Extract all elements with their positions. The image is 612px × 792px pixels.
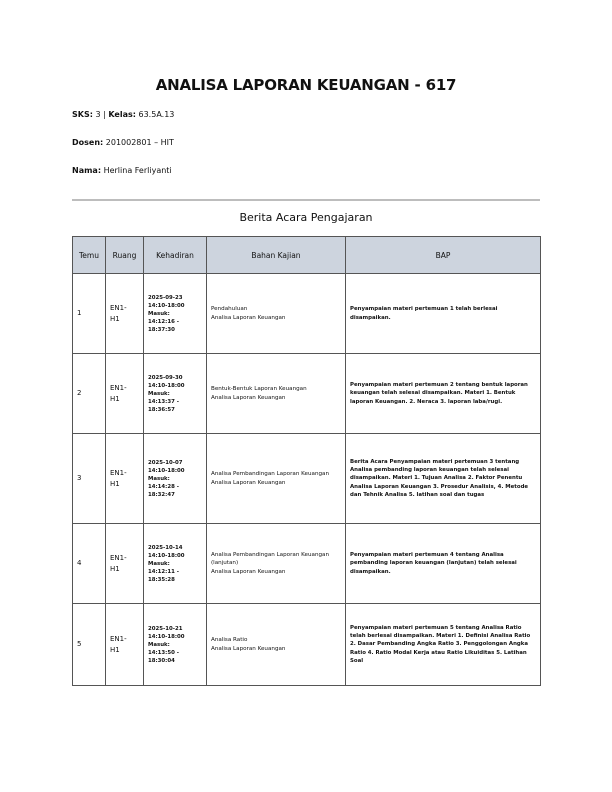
cell-ruang (106, 524, 144, 604)
cell-bahan-kajian (207, 524, 346, 604)
ruang-text: H1 (110, 479, 120, 488)
kelas-value: 63.5A.13 (138, 110, 175, 119)
ruang-text: EN1- (110, 383, 127, 392)
table-row (73, 604, 541, 686)
cell-kehadiran (144, 354, 207, 434)
ruang-text: H1 (110, 394, 120, 403)
ruang-text: H1 (110, 564, 120, 573)
table-row (73, 274, 541, 354)
cell-bahan-kajian (207, 434, 346, 524)
separator: | (103, 110, 106, 119)
kehadiran-text: 2025-09-23 (148, 294, 183, 301)
nama-label: Nama: (72, 166, 102, 175)
col-temu: Temu (73, 237, 106, 274)
sks-label: SKS: (72, 110, 93, 119)
kehadiran-text: 18:36:57 (148, 406, 175, 413)
table-row (73, 434, 541, 524)
bahan-kajian-text: Pendahuluan (211, 306, 248, 313)
cell-ruang (106, 434, 144, 524)
bahan-kajian-text: Analisa Ratio (211, 637, 248, 644)
kehadiran-text: 18:32:47 (148, 491, 175, 498)
cell-temu: 5 (73, 604, 106, 686)
bahan-kajian-text: Analisa Laporan Keuangan (211, 479, 286, 486)
dosen-value: 201002801 – HIT (105, 138, 174, 147)
cell-temu: 4 (73, 524, 106, 604)
cell-bahan-kajian (207, 604, 346, 686)
bahan-kajian-text: Analisa Laporan Keuangan (211, 645, 286, 652)
table-row (73, 354, 541, 434)
kehadiran-text: Masuk: (148, 390, 170, 397)
ruang-text: EN1- (110, 634, 127, 643)
bahan-kajian-text: Analisa Laporan Keuangan (211, 394, 286, 401)
nama-line (72, 166, 172, 175)
kehadiran-text: 18:30:04 (148, 657, 175, 664)
cell-temu: 3 (73, 434, 106, 524)
bahan-kajian-text: Bentuk-Bentuk Laporan Keuangan (211, 386, 307, 393)
table-row (73, 524, 541, 604)
kehadiran-text: 14:10-18:00 (148, 382, 185, 389)
cell-bap: Penyampaian materi pertemuan 5 tentang Analisa Ratio telah berlesai disampaikan. Materi 1. Definisi Analisa Ratio 2. Dasar Pembanding Angka Ratio 3. Penggolongan Angka Ratio 4. Ratio Modal Kerja atau Ratio Likuiditas 5. Latihan Soal (346, 604, 541, 686)
kehadiran-text: 14:13:50 - (148, 649, 179, 656)
cell-bahan-kajian (207, 274, 346, 354)
kehadiran-text: 14:10-18:00 (148, 633, 185, 640)
cell-bap: Penyampaian materi pertemuan 2 tentang bentuk laporan keuangan telah selesai disampaikan. Materi 1. Bentuk laporan Keuangan. 2. Neraca 3. laporan laba/rugi. (346, 354, 541, 434)
cell-kehadiran (144, 524, 207, 604)
kehadiran-text: 14:12:11 - (148, 568, 179, 575)
cell-temu: 2 (73, 354, 106, 434)
cell-kehadiran (144, 434, 207, 524)
kehadiran-text: 2025-10-07 (148, 459, 183, 466)
kehadiran-text: Masuk: (148, 560, 170, 567)
kelas-label: Kelas: (108, 110, 136, 119)
kehadiran-text: 18:35:28 (148, 576, 175, 583)
cell-ruang (106, 354, 144, 434)
kehadiran-text: 14:14:28 - (148, 483, 179, 490)
col-ruang: Ruang (106, 237, 144, 274)
col-bahan-kajian: Bahan Kajian (207, 237, 346, 274)
cell-bap: Penyampaian materi pertemuan 4 tentang Analisa pembanding laporan keuangan (lanjutan) telah selesai disampaikan. (346, 524, 541, 604)
dosen-line (72, 138, 174, 147)
kehadiran-text: 2025-09-30 (148, 374, 183, 381)
sks-value: 3 (95, 110, 101, 119)
kehadiran-text: Masuk: (148, 475, 170, 482)
bahan-kajian-text: Analisa Laporan Keuangan (211, 568, 286, 575)
divider (72, 199, 540, 201)
col-kehadiran: Kehadiran (144, 237, 207, 274)
kehadiran-text: Masuk: (148, 641, 170, 648)
nama-value: Herlina Ferliyanti (103, 166, 172, 175)
col-bap: BAP (346, 237, 541, 274)
sks-kelas-line (72, 110, 174, 119)
ruang-text: H1 (110, 645, 120, 654)
kehadiran-text: 14:10-18:00 (148, 467, 185, 474)
cell-kehadiran (144, 274, 207, 354)
ruang-text: EN1- (110, 468, 127, 477)
course-title: ANALISA LAPORAN KEUANGAN - 617 (155, 76, 457, 94)
kehadiran-text: 14:10-18:00 (148, 552, 185, 559)
kehadiran-text: 14:10-18:00 (148, 302, 185, 309)
cell-ruang (106, 604, 144, 686)
cell-ruang (106, 274, 144, 354)
cell-bap: Berita Acara Penyampaian materi pertemuan 3 tentang Analisa pembanding laporan keuangan telah selesai disampaikan. Materi 1. Tujuan Analisa 2. Faktor Penentu Analisa Laporan Keuangan 3. Prosedur Analisis, 4. Metode dan Tehnik Analisa 5. latihan soal dan tugas (346, 434, 541, 524)
bap-table (72, 236, 541, 686)
kehadiran-text: Masuk: (148, 310, 170, 317)
section-title: Berita Acara Pengajaran (239, 211, 373, 224)
ruang-text: H1 (110, 314, 120, 323)
cell-kehadiran (144, 604, 207, 686)
cell-temu: 1 (73, 274, 106, 354)
bahan-kajian-text: Analisa Pembandingan Laporan Keuangan (211, 471, 330, 478)
kehadiran-text: 2025-10-14 (148, 544, 183, 551)
cell-bahan-kajian (207, 354, 346, 434)
table-header-row (73, 237, 541, 274)
kehadiran-text: 18:37:30 (148, 326, 175, 333)
dosen-label: Dosen: (72, 138, 104, 147)
cell-bap: Penyampaian materi pertemuan 1 telah berlesai disampaikan. (346, 274, 541, 354)
ruang-text: EN1- (110, 303, 127, 312)
kehadiran-text: 14:12:16 - (148, 318, 179, 325)
kehadiran-text: 2025-10-21 (148, 625, 183, 632)
ruang-text: EN1- (110, 553, 127, 562)
kehadiran-text: 14:13:37 - (148, 398, 179, 405)
bahan-kajian-text: Analisa Pembandingan Laporan Keuangan (lanjutan) (211, 552, 330, 567)
bahan-kajian-text: Analisa Laporan Keuangan (211, 314, 286, 321)
